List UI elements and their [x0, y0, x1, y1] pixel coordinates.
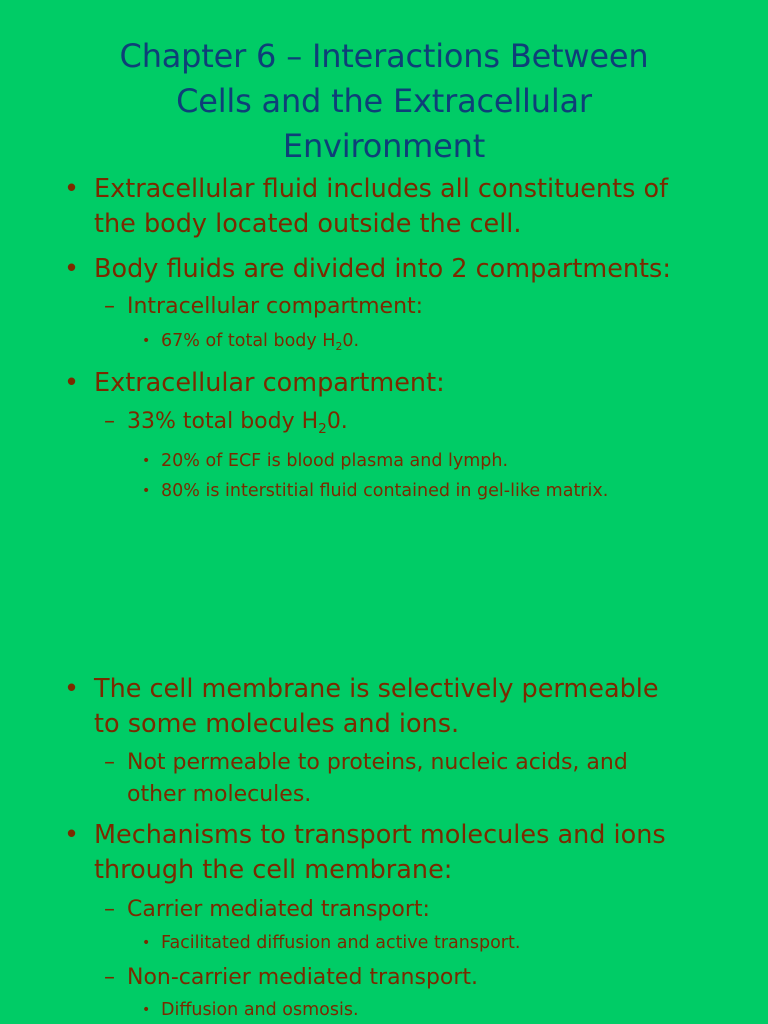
bullet-icon: •	[64, 254, 80, 284]
item-text: 80% is interstitial fluid contained in gel-like matrix.	[161, 481, 609, 501]
sub-text: Carrier mediated transport:	[127, 897, 430, 922]
dash-icon: –	[104, 294, 115, 319]
dash-icon: –	[104, 965, 115, 990]
bullet-icon: •	[142, 453, 151, 469]
bullet-icon: •	[64, 368, 80, 398]
sub-text: Non-carrier mediated transport.	[127, 965, 479, 990]
bullet-icon: •	[142, 333, 151, 349]
slide-title	[60, 34, 708, 169]
item-text: Diffusion and osmosis.	[161, 1000, 359, 1020]
slide-2	[0, 512, 768, 1024]
bullet-icon: •	[64, 674, 80, 704]
bullet-icon: •	[142, 1002, 151, 1018]
title-line-3: Environment	[282, 127, 486, 165]
bullet-text: Mechanisms to transport molecules and ions through the cell membrane:	[94, 820, 666, 885]
dash-icon: –	[104, 750, 115, 775]
bullet-icon: •	[142, 483, 151, 499]
title-line-2: Cells and the Extracellular	[176, 82, 592, 120]
item-text: Facilitated diffusion and active transport.	[161, 933, 521, 953]
bullet-icon: •	[64, 174, 80, 204]
sub-text: Not permeable to proteins, nucleic acids, and other molecules.	[127, 750, 628, 807]
bullet-text: The cell membrane is selectively permeable to some molecules and ions.	[94, 674, 659, 739]
bullet-icon: •	[142, 935, 151, 951]
dash-icon: –	[104, 897, 115, 922]
sub-text: Intracellular compartment:	[127, 294, 424, 319]
bullet-text: Extracellular fluid includes all constituents of the body located outside the cell.	[94, 174, 669, 239]
bullet-text: Extracellular compartment:	[94, 368, 445, 398]
item-text: 20% of ECF is blood plasma and lymph.	[161, 451, 509, 471]
dash-icon: –	[104, 409, 115, 434]
sub-text: 33% total body $H_20$.	[127, 409, 348, 437]
bullet-icon: •	[64, 820, 80, 850]
item-text: 67% of total body $H_20$.	[161, 331, 360, 353]
title-line-1: Chapter 6 – Interactions Between	[119, 37, 649, 75]
bullet-text: Body fluids are divided into 2 compartments:	[94, 254, 671, 284]
